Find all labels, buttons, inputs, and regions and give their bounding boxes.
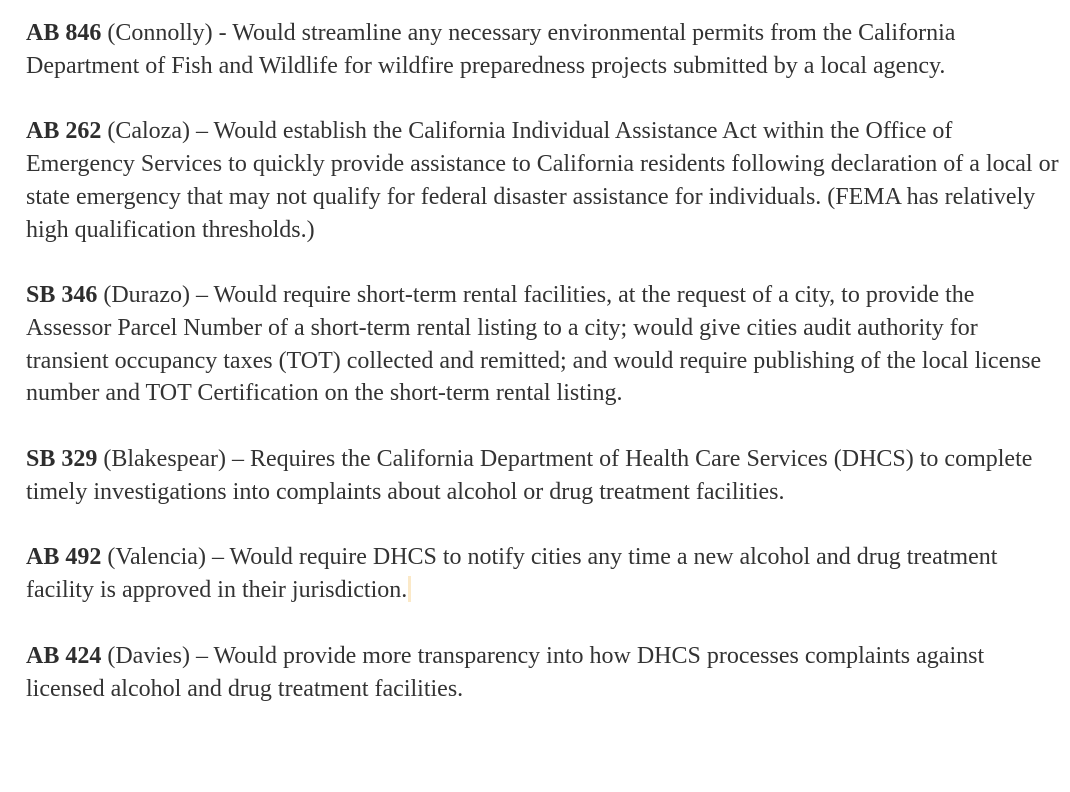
bill-entry-ab-492[interactable] (26, 541, 1062, 606)
text-cursor-highlight (408, 576, 411, 602)
bill-description: (Davies) – Would provide more transparency into how DHCS processes complaints against licensed alcohol and drug treatment facilities. (26, 642, 985, 702)
bill-id: AB 262 (26, 118, 102, 145)
bill-entry-ab-846[interactable] (26, 17, 1062, 82)
bill-id: AB 846 (26, 20, 102, 46)
bill-description: (Caloza) – Would establish the California Individual Assistance Act within the Office of Emergency Services to quickly provide assistance to California residents following declaration of a local or state emergency that may not qualify for federal disaster assistance for individuals. (FEMA has relatively high qualification thresholds.) (26, 118, 1059, 243)
bill-description: (Valencia) – Would require DHCS to notify cities any time a new alcohol and drug treatment facility is approved in their jurisdiction. (26, 544, 998, 604)
document-body (26, 17, 1062, 738)
bill-id: AB 492 (26, 544, 102, 571)
bill-entry-ab-424[interactable] (26, 640, 1062, 705)
bill-description: (Blakespear) – Requires the California Department of Health Care Services (DHCS) to complete timely investigations into complaints about alcohol or drug treatment facilities. (26, 446, 1033, 505)
bill-id: SB 346 (26, 282, 98, 309)
bill-description: (Durazo) – Would require short-term rental facilities, at the request of a city, to provide the Assessor Parcel Number of a short-term rental listing to a city; would give cities audit authority for transient occupancy taxes (TOT) collected and remitted; and would require publishing of the local license number and TOT Certification on the short-term rental listing. (26, 282, 1042, 407)
bill-description: (Connolly) - Would streamline any necessary environmental permits from the California Department of Fish and Wildlife for wildfire preparedness projects submitted by a local agency. (26, 20, 956, 79)
bill-id: SB 329 (26, 446, 98, 473)
bill-entry-ab-262[interactable] (26, 115, 1062, 246)
bill-entry-sb-346[interactable] (26, 279, 1062, 410)
bill-entry-sb-329[interactable] (26, 443, 1062, 508)
bill-id: AB 424 (26, 642, 102, 669)
